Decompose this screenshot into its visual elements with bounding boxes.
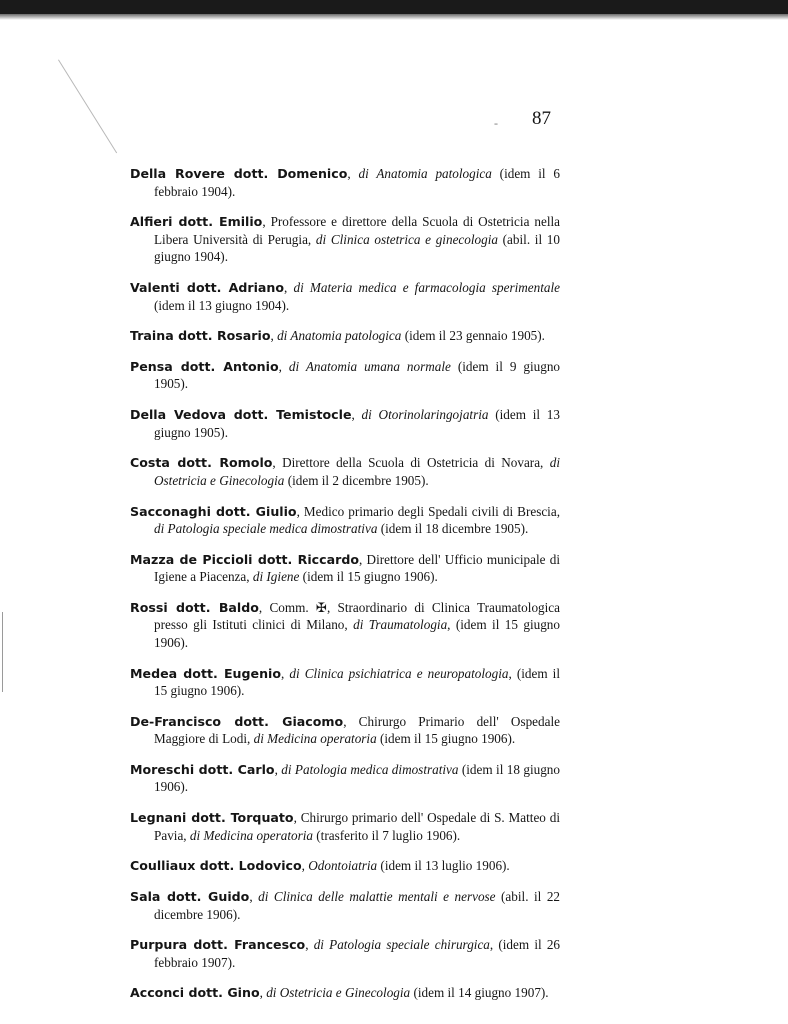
entry-name: Mazza de Piccioli dott. Riccardo: [130, 551, 359, 567]
entry-date: (idem il 23 gennaio 1905).: [401, 328, 545, 344]
entry: [130, 713, 560, 748]
entry-subject: di Anatomia patologica: [358, 166, 492, 182]
entry-detail: ,: [284, 280, 294, 296]
entry-subject: di Igiene: [252, 569, 300, 585]
entry: [130, 665, 560, 700]
entry-date: (trasferito il 7 luglio 1906).: [312, 827, 461, 843]
header-dash: -: [494, 116, 498, 130]
entry: [130, 599, 560, 652]
entry-detail: ,: [249, 889, 259, 904]
entry-subject: di Medicina operatoria: [189, 827, 313, 843]
entry-name: Sacconaghi dott. Giulio: [130, 503, 297, 519]
entry-date: (idem il 15 giugno 1906).: [376, 731, 516, 747]
entry-subject: Odontoiatria: [308, 858, 378, 874]
entry-name: Rossi dott. Baldo: [130, 599, 259, 615]
entry-date: (idem il 13 giugno 1905).: [154, 407, 560, 440]
entry-subject: di Anatomia umana normale: [288, 358, 451, 374]
entry-name: Sala dott. Guido: [130, 889, 250, 904]
entry-name: Coulliaux dott. Lodovico: [130, 858, 302, 874]
entry-subject: di Traumatologia: [353, 617, 448, 633]
entry-detail: ,: [278, 358, 289, 374]
entry-subject: di Patologia speciale medica dimostrativa: [154, 521, 378, 536]
entry-name: Acconci dott. Gino: [130, 985, 260, 1001]
entry-name: Costa dott. Romolo: [130, 455, 273, 471]
entry-name: De-Francisco dott. Giacomo: [130, 713, 344, 729]
entry: [130, 279, 560, 314]
entry: [130, 358, 560, 393]
entry-name: Della Rovere dott. Domenico: [130, 166, 348, 182]
scan-streak: [58, 59, 117, 153]
page-number: 87: [532, 108, 551, 129]
entry-subject: di Patologia speciale chirurgica: [313, 937, 490, 953]
entry-date: (idem il 15 giugno 1906).: [299, 569, 438, 585]
entry-date: , (idem il 15 giugno 1906).: [154, 665, 561, 699]
entry-detail: ,: [347, 166, 359, 182]
entry-date: (idem il 18 dicembre 1905).: [377, 521, 529, 536]
entry: [130, 857, 560, 875]
entry-detail: ,: [305, 937, 314, 953]
entry: [130, 551, 560, 586]
entry-date: (idem il 14 giugno 1907).: [410, 985, 549, 1001]
entry-detail: ,: [259, 985, 267, 1001]
entry-detail: , Professore e direttore della Scuola di Ostetricia nella Libera Università di Perugia,: [154, 214, 560, 247]
entry: [130, 213, 560, 266]
entry-name: Purpura dott. Francesco: [130, 937, 306, 953]
scan-left-margin-marks: [2, 612, 7, 692]
entry-name: Della Vedova dott. Temistocle: [130, 407, 352, 423]
entry-date: , (idem il 26 febbraio 1907).: [154, 937, 561, 970]
entry: [130, 327, 560, 345]
entry-detail: , Direttore della Scuola di Ostetricia di Novara,: [272, 455, 550, 471]
entry: [130, 503, 560, 538]
entry-date: (abil. il 22 dicembre 1906).: [154, 889, 561, 922]
entry-name: Valenti dott. Adriano: [130, 280, 285, 296]
entry-name: Alfieri dott. Emilio: [130, 214, 263, 230]
entry-subject: di Anatomia patologica: [277, 328, 402, 344]
entry: [130, 809, 560, 844]
entry-subject: di Materia medica e farmacologia sperimentale: [293, 280, 560, 296]
scan-top-border: [0, 0, 788, 14]
entry-detail: , Comm. ✠, Straordinario di Clinica Traumatologica presso gli Istituti clinici di Milano,: [154, 599, 561, 633]
entry-name: Legnani dott. Torquato: [130, 810, 294, 826]
entry-date: (idem il 6 febbraio 1904).: [154, 166, 561, 199]
entry-name: Medea dott. Eugenio: [130, 665, 282, 681]
entry-detail: , Medico primario degli Spedali civili di Brescia,: [296, 503, 560, 519]
entry-subject: di Clinica psichiatrica e neuropatologia: [289, 665, 509, 681]
entry: [130, 406, 560, 441]
entry-subject: di Medicina operatoria: [253, 731, 377, 747]
entry: [130, 454, 560, 489]
entry-subject: di Otorinolaringojatria: [361, 407, 489, 423]
entry-name: Moreschi dott. Carlo: [130, 761, 275, 777]
entry-date: (idem il 18 giugno 1906).: [154, 761, 560, 795]
entry-subject: di Ostetricia e Ginecologia: [266, 985, 411, 1001]
entry-detail: , Chirurgo primario dell' Ospedale di S. Matteo di Pavia,: [154, 810, 560, 843]
entry-date: (idem il 9 giugno 1905).: [154, 358, 561, 392]
entry: [130, 888, 560, 923]
entry-detail: ,: [274, 761, 282, 777]
entry: [130, 761, 560, 796]
entry-detail: ,: [281, 665, 290, 681]
entry-date: (idem il 13 giugno 1904).: [154, 297, 290, 313]
entry-date: (idem il 13 luglio 1906).: [377, 858, 510, 874]
entry-detail: ,: [270, 328, 278, 344]
entry-subject: di Clinica ostetrica e ginecologia: [315, 231, 498, 247]
entry-subject: di Ostetricia e Ginecologia: [154, 455, 560, 488]
entry-subject: di Clinica delle malattie mentali e nervose: [258, 889, 496, 904]
entry: [130, 165, 560, 200]
entry-detail: ,: [301, 858, 309, 874]
scan-top-shadow: [0, 14, 788, 20]
entry-detail: , Direttore dell' Ufficio municipale di Igiene a Piacenza,: [154, 551, 560, 585]
entry-detail: , Chirurgo Primario dell' Ospedale Maggiore di Lodi,: [154, 713, 560, 747]
entries-list: [130, 152, 560, 1003]
entry: [130, 984, 560, 1002]
entry-name: Traina dott. Rosario: [130, 328, 271, 344]
entry-subject: di Patologia medica dimostrativa: [281, 761, 459, 777]
entry-date: , (idem il 15 giugno 1906).: [154, 617, 560, 650]
entry-name: Pensa dott. Antonio: [130, 358, 279, 374]
entry-date: (abil. il 10 giugno 1904).: [154, 231, 560, 265]
entry-detail: ,: [351, 407, 362, 423]
entry-date: (idem il 2 dicembre 1905).: [284, 472, 429, 488]
entry: [130, 936, 560, 971]
